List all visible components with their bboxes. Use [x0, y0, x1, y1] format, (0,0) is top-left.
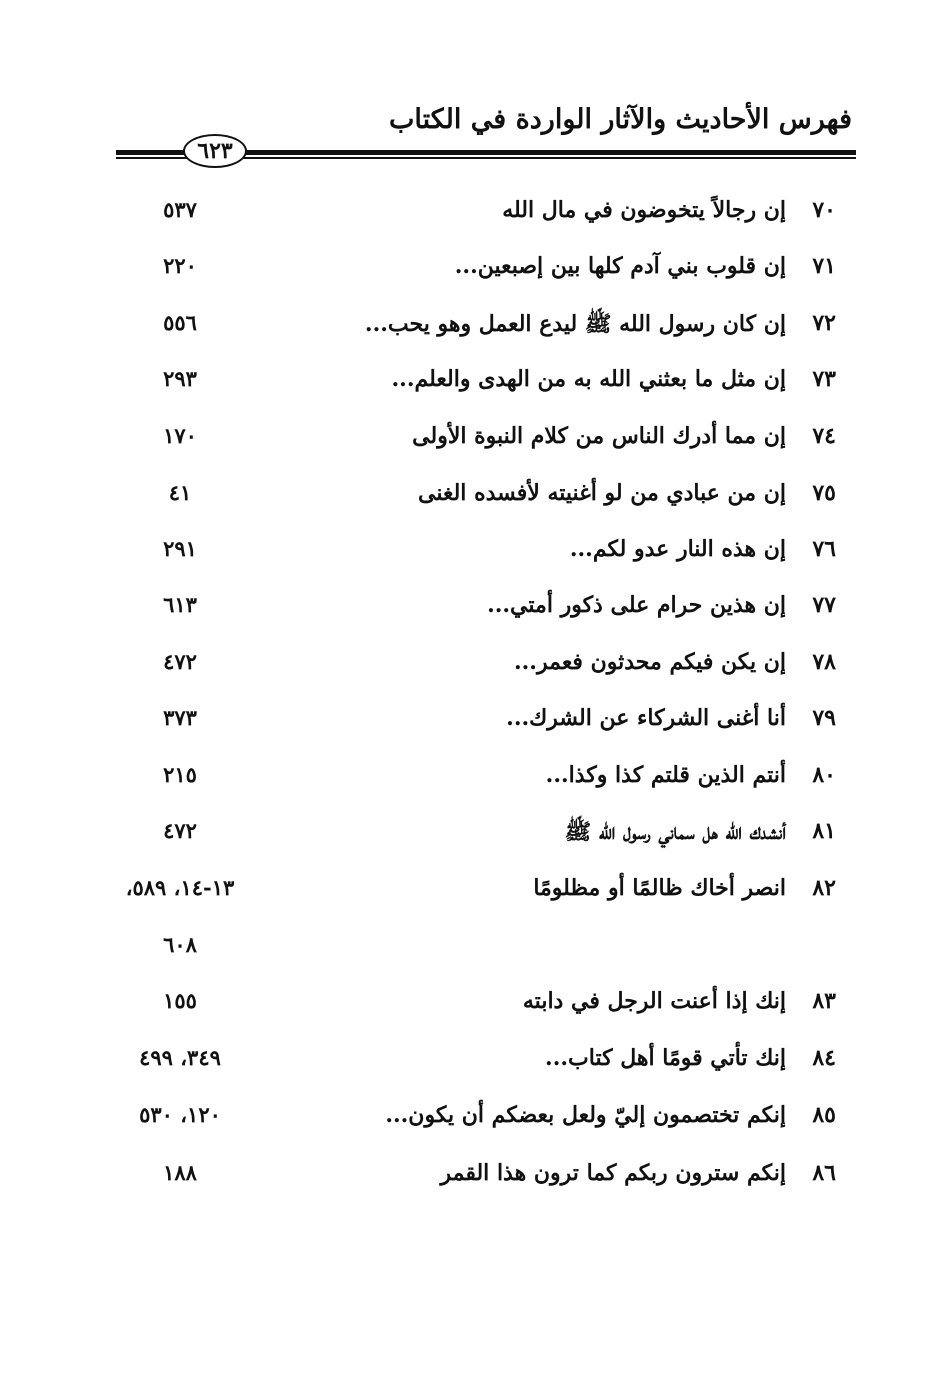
- entry-pages: ١٧٠: [163, 423, 197, 448]
- running-header-title: فهرس الأحاديث والآثار الواردة في الكتاب: [388, 104, 852, 135]
- entry-text: إن هذين حرام على ذكور أمتي...: [487, 592, 786, 618]
- entry-text: إنك تأتي قومًا أهل كتاب...: [545, 1045, 786, 1071]
- entry-pages: ٤١: [168, 480, 192, 505]
- index-entry: [100, 197, 836, 237]
- index-entry-continuation: [100, 932, 836, 972]
- entry-number: ٨١: [812, 818, 836, 844]
- entry-pages: ٣٤٩، ٤٩٩: [139, 1045, 221, 1070]
- index-entry: [100, 988, 836, 1028]
- entry-number: ٧٨: [812, 649, 836, 675]
- entry-text: إن مما أدرك الناس من كلام النبوة الأولى: [412, 423, 786, 449]
- entry-text: أنشدك الله هل سماني رسول الله ﷺ: [564, 819, 786, 845]
- entry-text: إنكم سترون ربكم كما ترون هذا القمر: [440, 1160, 786, 1186]
- entry-pages: ٦٠٨: [163, 932, 197, 957]
- index-entry: [100, 310, 836, 350]
- entry-text: إنك إذا أعنت الرجل في دابته: [522, 988, 786, 1014]
- entry-number: ٧١: [812, 253, 836, 279]
- index-entry: [100, 1102, 836, 1142]
- entry-text: إن مثل ما بعثني الله به من الهدى والعلم...: [391, 366, 786, 392]
- entry-pages: ٢١٥: [163, 762, 197, 787]
- entry-number: ٧٧: [812, 592, 836, 618]
- entry-number: ٧٣: [812, 366, 836, 392]
- entry-pages: ٤٧٢: [163, 649, 197, 674]
- index-entry: [100, 1045, 836, 1085]
- index-entry: [100, 649, 836, 689]
- entry-number: ٨٥: [812, 1102, 836, 1128]
- entry-number: ٧٢: [812, 310, 836, 336]
- page-number-badge: ٦٢٣: [183, 134, 247, 168]
- entry-number: ٨٢: [812, 875, 836, 901]
- entry-number: ٧٩: [812, 705, 836, 731]
- entry-number: ٧٥: [812, 480, 836, 506]
- entry-pages: ٢٩١: [163, 536, 197, 561]
- entry-text: إنكم تختصمون إليّ ولعل بعضكم أن يكون...: [385, 1102, 786, 1128]
- entry-pages: ١٥٥: [163, 988, 197, 1013]
- entry-pages: ٣٧٣: [163, 705, 197, 730]
- entry-text: إن هذه النار عدو لكم...: [569, 536, 786, 562]
- index-entry: [100, 1160, 836, 1200]
- entry-text: إن يكن فيكم محدثون فعمر...: [513, 649, 786, 675]
- index-entry: [100, 762, 836, 802]
- entry-number: ٧٦: [812, 536, 836, 562]
- entry-number: ٧٠: [812, 197, 836, 223]
- index-entry: [100, 705, 836, 745]
- index-entry: [100, 480, 836, 520]
- entry-number: ٨٦: [812, 1160, 836, 1186]
- index-entry: [100, 818, 836, 858]
- entry-number: ٨٣: [812, 988, 836, 1014]
- entry-pages: ٢٩٣: [163, 366, 197, 391]
- entry-pages: ٥٣٧: [163, 197, 197, 222]
- entry-text: إن من عبادي من لو أغنيته لأفسده الغنى: [418, 480, 786, 506]
- entry-pages: ٥٥٦: [163, 310, 197, 335]
- index-entry: [100, 423, 836, 463]
- entry-pages: ١٢٠، ٥٣٠: [139, 1102, 221, 1127]
- entry-text: أنتم الذين قلتم كذا وكذا...: [545, 762, 786, 788]
- entry-pages: ١٨٨: [163, 1160, 197, 1185]
- entry-number: ٨٤: [812, 1045, 836, 1071]
- entry-pages: ١٣-١٤، ٥٨٩،: [125, 875, 235, 900]
- entry-text: إن كان رسول الله ﷺ ليدع العمل وهو يحب...: [364, 311, 786, 337]
- index-entry: [100, 592, 836, 632]
- index-entry: [100, 253, 836, 293]
- entry-number: ٧٤: [812, 423, 836, 449]
- index-entry: [100, 875, 836, 915]
- index-entry: [100, 536, 836, 576]
- entry-text: إن قلوب بني آدم كلها بين إصبعين...: [454, 253, 786, 279]
- entry-text: إن رجالاً يتخوضون في مال الله: [502, 197, 786, 223]
- index-entry: [100, 366, 836, 406]
- entry-number: ٨٠: [812, 762, 836, 788]
- entry-text: انصر أخاك ظالمًا أو مظلومًا: [533, 875, 786, 901]
- entry-text: أنا أغنى الشركاء عن الشرك...: [506, 705, 786, 731]
- entry-pages: ٦١٣: [163, 592, 197, 617]
- entry-pages: ٢٢٠: [163, 253, 197, 278]
- entry-pages: ٤٧٢: [163, 818, 197, 843]
